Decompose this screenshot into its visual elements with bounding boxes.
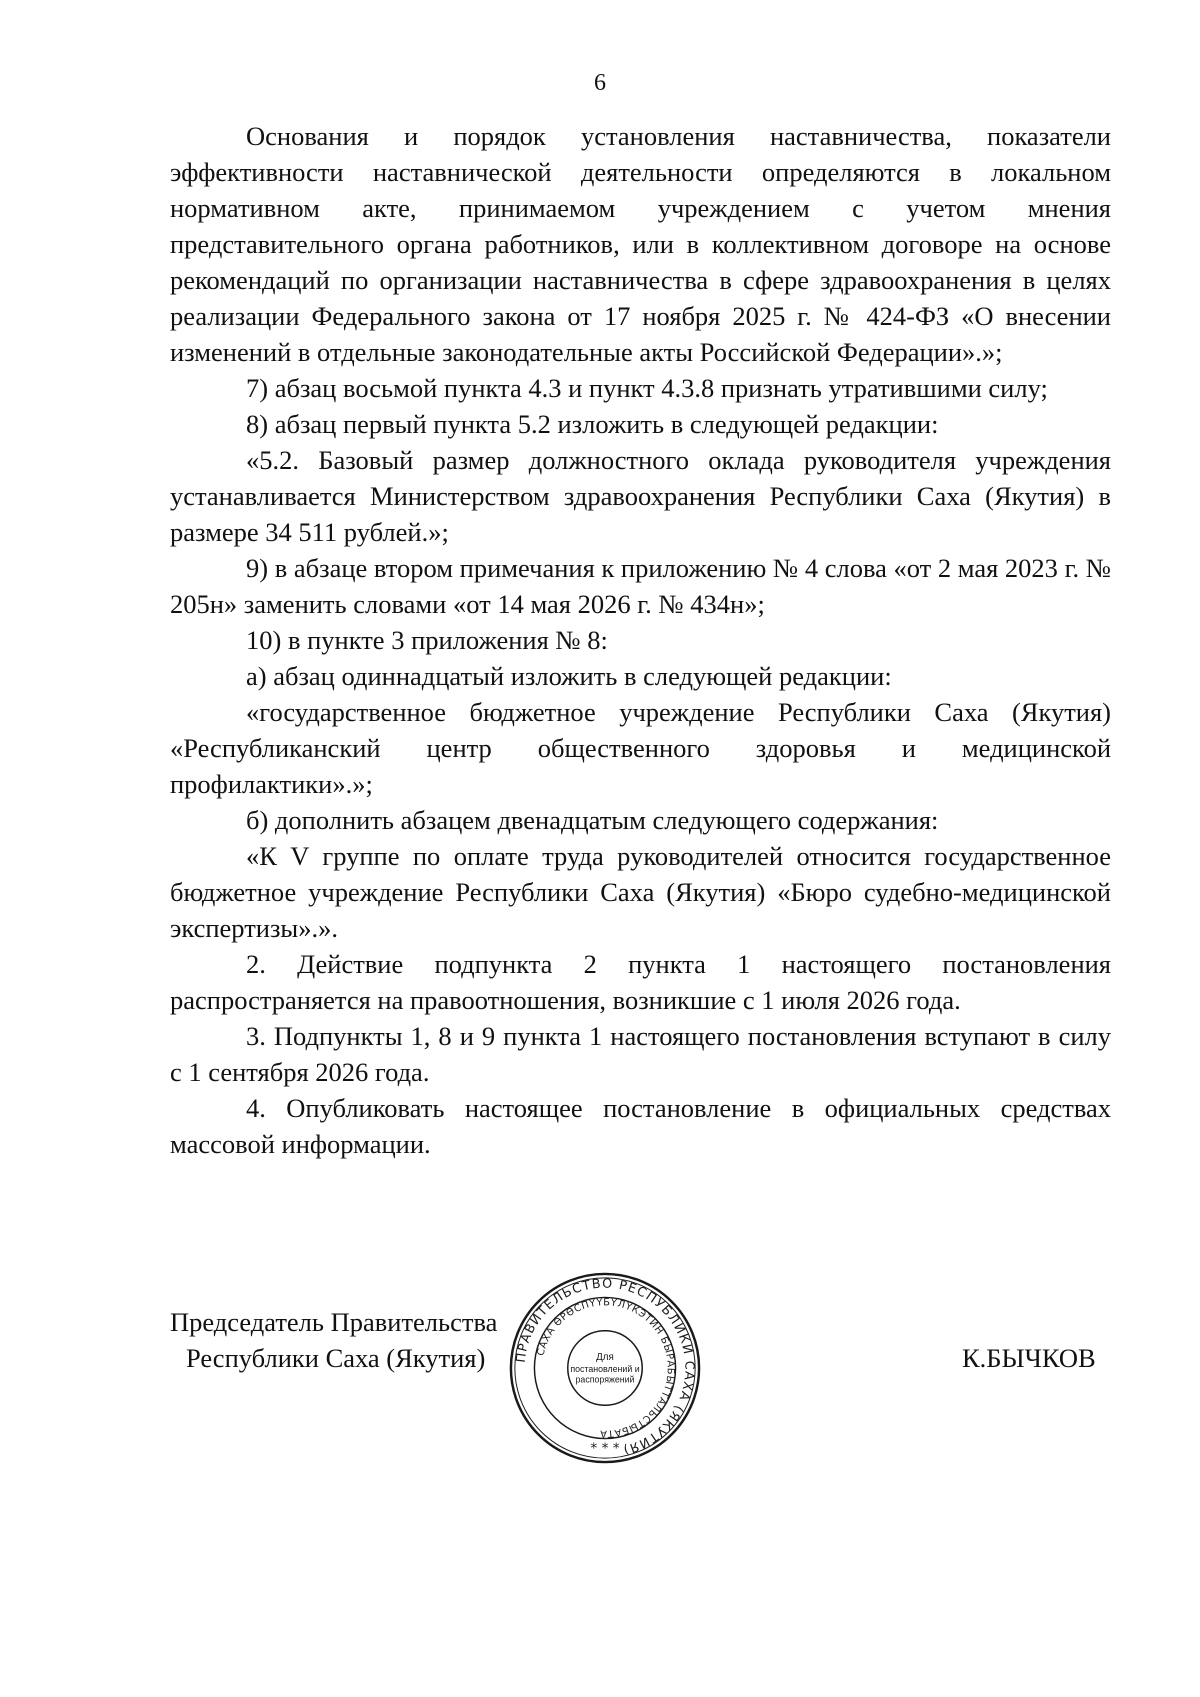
paragraph-item-10a: а) абзац одиннадцатый изложить в следующей редакции: (246, 661, 892, 691)
signatory-title-line1: Председатель Правительства (170, 1307, 498, 1337)
signatory-title (170, 1304, 497, 1376)
paragraph-item-9: 9) в абзаце втором примечания к приложению № 4 слова «от 2 мая 2023 г. № 205н» заменить словами «от 14 мая 2026 г. № 434н»; (170, 553, 1111, 619)
paragraph-item-10b: б) дополнить абзацем двенадцатым следующего содержания: (246, 805, 939, 835)
paragraph-quote-group-v: «К V группе по оплате труда руководителей относится государственное бюджетное учреждение Республики Саха (Якутия) «Бюро судебно-медицинской экспертизы».». (170, 841, 1111, 943)
signatory-name: К.БЫЧКОВ (962, 1343, 1096, 1373)
seal-inner-text: САХА ӨРӨСПҮҮБҮЛҮКЭТИН БЫРАБЫТТАЛЬСТЫБАТА (535, 1297, 676, 1439)
seal-center-line3: распоряжений (575, 1374, 635, 1385)
signature-block (0, 1270, 1200, 1460)
paragraph-quote-institution: «государственное бюджетное учреждение Республики Саха (Якутия) «Республиканский центр общественного здоровья и медицинской профилактики».»; (170, 697, 1111, 799)
page-number: 6 (594, 70, 606, 96)
seal-center-line2: постановлений и (570, 1363, 640, 1374)
paragraph-quote-5-2: «5.2. Базовый размер должностного оклада руководителя учреждения устанавливается Министерством здравоохранения Республики Саха (Якутия) в размере 34 511 рублей.»; (170, 445, 1111, 547)
paragraph-item-8: 8) абзац первый пункта 5.2 изложить в следующей редакции: (246, 409, 939, 439)
official-seal (507, 1270, 703, 1466)
paragraph-item-7: 7) абзац восьмой пункта 4.3 и пункт 4.3.8 признать утратившими силу; (246, 373, 1048, 403)
paragraph-item-10: 10) в пункте 3 приложения № 8: (246, 625, 608, 655)
signatory-title-line2: Республики Саха (Якутия) (186, 1343, 486, 1373)
seal-stars: * * * (590, 1440, 620, 1457)
document-body (170, 118, 1111, 1162)
seal-center-line1: Для (596, 1352, 614, 1364)
paragraph-section-3: 3. Подпункты 1, 8 и 9 пункта 1 настоящего постановления вступают в силу с 1 сентября 2026 года. (170, 1021, 1111, 1087)
seal-outer-text: ПРАВИТЕЛЬСТВО РЕСПУБЛИКИ САХА (ЯКУТИЯ) (513, 1276, 697, 1458)
paragraph-mentoring-basis: Основания и порядок установления наставничества, показатели эффективности наставнической деятельности определяются в локальном нормативном акте, принимаемом учреждением с учетом мнения представительного органа работников, или в коллективном договоре на основе рекомендаций по организации наставничества в сфере здравоохранения в целях реализации Федерального закона от 17 ноября 2025 г. № 424-ФЗ «О внесении изменений в отдельные законодательные акты Российской Федерации».»; (170, 121, 1111, 367)
paragraph-section-2: 2. Действие подпункта 2 пункта 1 настоящего постановления распространяется на правоотношения, возникшие с 1 июля 2026 года. (170, 949, 1111, 1015)
paragraph-section-4: 4. Опубликовать настоящее постановление в официальных средствах массовой информации. (170, 1093, 1111, 1159)
